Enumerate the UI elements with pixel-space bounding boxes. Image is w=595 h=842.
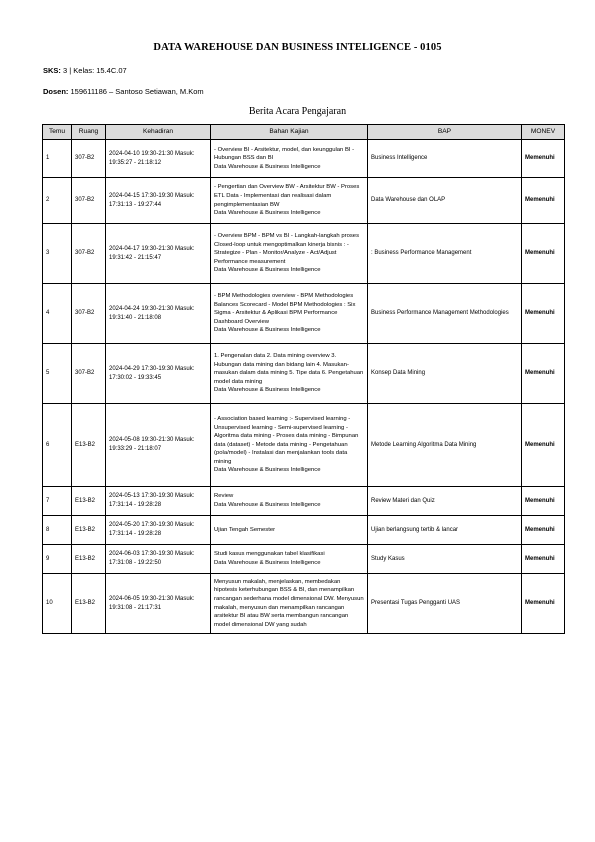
sks-info (43, 66, 127, 75)
header-bahan-kajian: Bahan Kajian (211, 125, 368, 140)
cell-kehadiran: 2024-05-08 19:30-21:30 Masuk: 19:33:29 - 21:18:07 (106, 404, 211, 487)
cell-bahan-kajian (211, 284, 368, 344)
cell-temu: 2 (43, 178, 72, 224)
cell-monev: Memenuhi (522, 344, 565, 404)
cell-ruang: 307-B2 (72, 224, 106, 284)
cell-ruang: 307-B2 (72, 284, 106, 344)
cell-temu: 9 (43, 545, 72, 574)
bahan-kajian-line: - Overview BPM - BPM vs BI - Langkah-langkah proses Closed-loop untuk mengoptimalkan kinerja bisnis : - Strategize - Plan - Monitor/Analyze - Act/Adjust Performance measurement (214, 233, 360, 265)
cell-kehadiran: 2024-04-17 19:30-21:30 Masuk: 19:31:42 - 21:15:47 (106, 224, 211, 284)
cell-monev: Memenuhi (522, 140, 565, 178)
sks-value: 3 | Kelas: 15.4C.07 (63, 66, 127, 75)
cell-temu: 7 (43, 487, 72, 516)
cell-bap: Review Materi dan Quiz (368, 487, 522, 516)
bahan-kajian-line: - Association based learning :- Supervised learning - Unsupervised learning - Semi-supervised learning - Algoritma data mining - Proses data mining - Bimpunan data (dataset) - Metode data mining - Pengetahuan (pola/model) - Instalasi dan menjalankan tools data mining (214, 415, 359, 465)
cell-monev: Memenuhi (522, 284, 565, 344)
cell-bap: Metode Learning Algoritma Data Mining (368, 404, 522, 487)
cell-kehadiran: 2024-06-03 17:30-19:30 Masuk: 17:31:08 - 19:22:50 (106, 545, 211, 574)
cell-monev: Memenuhi (522, 545, 565, 574)
cell-kehadiran: 2024-06-05 19:30-21:30 Masuk: 19:31:08 - 21:17:31 (106, 574, 211, 634)
cell-temu: 6 (43, 404, 72, 487)
dosen-value: 159611186 – Santoso Setiawan, M.Kom (70, 87, 204, 96)
bahan-kajian-line: Data Warehouse & Business Intelligence (214, 502, 321, 508)
dosen-info (43, 87, 204, 96)
bap-table (42, 124, 565, 634)
cell-kehadiran: 2024-04-10 19:30-21:30 Masuk: 19:35:27 - 21:18:12 (106, 140, 211, 178)
cell-temu: 8 (43, 516, 72, 545)
table-row (43, 487, 565, 516)
table-header-row (43, 125, 565, 140)
cell-bahan-kajian (211, 140, 368, 178)
header-monev: MONEV (522, 125, 565, 140)
cell-monev: Memenuhi (522, 404, 565, 487)
bahan-kajian-line: Data Warehouse & Business Intelligence (214, 387, 321, 394)
bahan-kajian-line: Ujian Tengah Semester (214, 526, 276, 533)
cell-ruang: 307-B2 (72, 344, 106, 404)
bahan-kajian-line: - Overview BI - Arsitektur, model, dan keunggulan BI - Hubungan BSS dan BI (214, 146, 355, 162)
table-row (43, 140, 565, 178)
bahan-kajian-line: Data Warehouse & Business Intelligence (214, 327, 321, 334)
cell-ruang: E13-B2 (72, 545, 106, 574)
cell-temu: 5 (43, 344, 72, 404)
bahan-kajian-line: - BPM Methodologies overview - BPM Methodologies Balances Scorecard - Model BPM Methodologies : Six Sigma - Arsitektur & Aplikasi BPM Performance Dashboard Overview (214, 293, 356, 325)
cell-bahan-kajian (211, 516, 368, 545)
table-row (43, 344, 565, 404)
bahan-kajian-line: - Pengertian dan Overview BW - Arsitektur BW - Proses ETL Data - Implementasi dan realisasi dalam pengimplementasian BW (214, 184, 360, 208)
cell-bahan-kajian (211, 487, 368, 516)
bahan-kajian-line: Data Warehouse & Business Intelligence (214, 163, 321, 170)
table-row (43, 516, 565, 545)
dosen-label: Dosen: (43, 87, 69, 96)
cell-kehadiran: 2024-04-24 19:30-21:30 Masuk: 19:31:40 - 21:18:08 (106, 284, 211, 344)
document-subtitle: Berita Acara Pengajaran (248, 106, 347, 117)
bahan-kajian-line: Data Warehouse & Business Intelligence (214, 560, 321, 566)
sks-label: SKS: (43, 66, 61, 75)
cell-kehadiran: 2024-04-29 17:30-19:30 Masuk: 17:30:02 - 19:33:45 (106, 344, 211, 404)
cell-ruang: 307-B2 (72, 140, 106, 178)
table-row (43, 574, 565, 634)
table-row (43, 545, 565, 574)
cell-ruang: E13-B2 (72, 574, 106, 634)
cell-bahan-kajian (211, 178, 368, 224)
bahan-kajian-line: Studi kasus menggunakan tabel klasifikasi (214, 551, 325, 558)
cell-bap: Data Warehouse dan OLAP (368, 178, 522, 224)
bahan-kajian-line: Menyusun makalah, menjelaskan, membedakan hipotesis keterhubungan BSS & BI, dan menampilkan rancangan sederhana model dimensional DW. Menyusun makalah, menyusun dan menampilkan rancangan arsitektur BI atau BW serta membangun rancangan model dimensional DW yang sudah (214, 578, 364, 628)
table-row (43, 178, 565, 224)
cell-monev: Memenuhi (522, 516, 565, 545)
cell-bap: Konsep Data Mining (368, 344, 522, 404)
document-title: DATA WAREHOUSE DAN BUSINESS INTELIGENCE - 0105 (153, 42, 442, 53)
cell-kehadiran: 2024-05-20 17:30-19:30 Masuk: 17:31:14 - 19:28:28 (106, 516, 211, 545)
cell-kehadiran: 2024-05-13 17:30-19:30 Masuk: 17:31:14 - 19:28:28 (106, 487, 211, 516)
cell-bahan-kajian (211, 574, 368, 634)
cell-temu: 1 (43, 140, 72, 178)
cell-monev: Memenuhi (522, 487, 565, 516)
cell-monev: Memenuhi (522, 574, 565, 634)
cell-bahan-kajian (211, 344, 368, 404)
table-row (43, 404, 565, 487)
cell-temu: 10 (43, 574, 72, 634)
bahan-kajian-line: Review (214, 493, 234, 500)
bahan-kajian-line: 1. Pengenalan data 2. Data mining overview 3. Hubungan data mining dan bidang lain 4. Masukan-masukan dalam data mining 5. Tipe data 6. Pengetahuan model data mining (214, 353, 364, 385)
cell-temu: 4 (43, 284, 72, 344)
cell-monev: Memenuhi (522, 224, 565, 284)
cell-bap: Business Performance Management Methodologies (368, 284, 522, 344)
cell-ruang: 307-B2 (72, 178, 106, 224)
cell-bahan-kajian (211, 224, 368, 284)
cell-ruang: E13-B2 (72, 404, 106, 487)
cell-temu: 3 (43, 224, 72, 284)
header-temu: Temu (43, 125, 72, 140)
cell-bap: Study Kasus (368, 545, 522, 574)
header-bap: BAP (368, 125, 522, 140)
bahan-kajian-line: Data Warehouse & Business Intelligence (214, 210, 321, 217)
cell-bahan-kajian (211, 404, 368, 487)
table-row (43, 284, 565, 344)
cell-bap: Presentasi Tugas Pengganti UAS (368, 574, 522, 634)
bahan-kajian-line: Data Warehouse & Business Intelligence (214, 467, 321, 474)
cell-ruang: E13-B2 (72, 487, 106, 516)
cell-kehadiran: 2024-04-15 17:30-19:30 Masuk: 17:31:13 - 19:27:44 (106, 178, 211, 224)
header-ruang: Ruang (72, 125, 106, 140)
cell-bap: : Business Performance Management (368, 224, 522, 284)
table-row (43, 224, 565, 284)
cell-ruang: E13-B2 (72, 516, 106, 545)
cell-bap: Business Intelligence (368, 140, 522, 178)
cell-bahan-kajian (211, 545, 368, 574)
bahan-kajian-line: Data Warehouse & Business Intelligence (214, 267, 321, 274)
header-kehadiran: Kehadiran (106, 125, 211, 140)
cell-monev: Memenuhi (522, 178, 565, 224)
cell-bap: Ujian berlangsung tertib & lancar (368, 516, 522, 545)
